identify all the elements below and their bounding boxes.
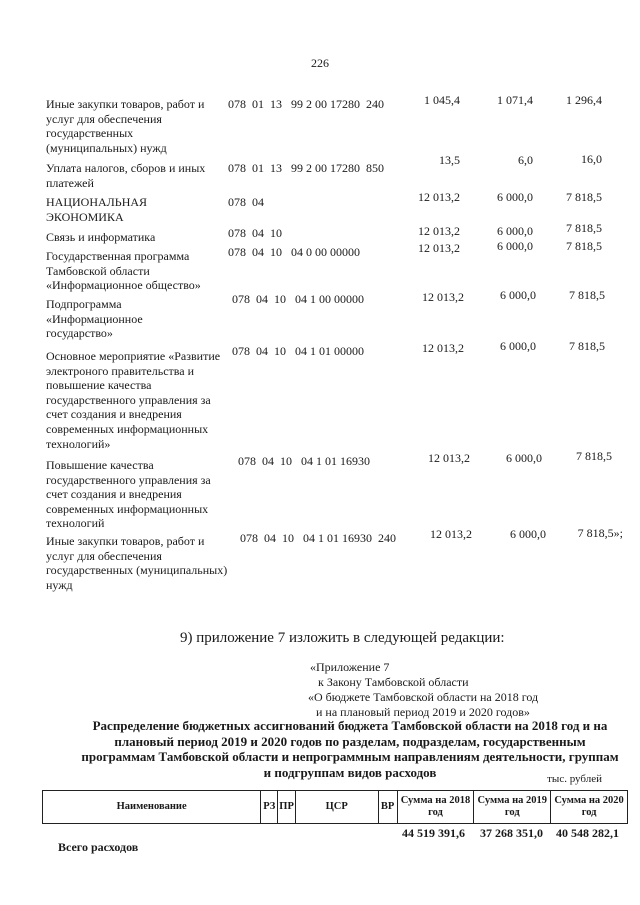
row-value-2018: 12 013,2	[430, 527, 472, 541]
row-name: Уплата налогов, сборов и иных платежей	[46, 161, 206, 190]
row-value-2018: 12 013,2	[418, 241, 460, 255]
row-value-2018: 12 013,2	[428, 451, 470, 465]
section-heading: 9) приложение 7 изложить в следующей редакции:	[180, 630, 505, 646]
row-value-2020: 7 818,5	[566, 239, 602, 253]
row-code: 078 01 13 99 2 00 17280 240	[228, 97, 384, 111]
row-value-2018: 13,5	[439, 153, 460, 167]
header-rz: РЗ	[261, 791, 278, 824]
row-code: 078 04 10 04 0 00 00000	[228, 245, 360, 259]
annex-line-4: и на плановый период 2019 и 2020 годов»	[316, 705, 530, 719]
annex-line-1: «Приложение 7	[310, 660, 390, 674]
row-code: 078 04 10 04 1 01 16930 240	[240, 531, 396, 545]
annex-line-3: «О бюджете Тамбовской области на 2018 год	[308, 690, 539, 704]
row-value-2019: 6 000,0	[500, 339, 536, 353]
table-header	[42, 790, 628, 824]
row-name: Государственная программа Тамбовской области «Информационное общество»	[46, 249, 201, 293]
row-value-2019: 6 000,0	[500, 288, 536, 302]
row-name: НАЦИОНАЛЬНАЯ ЭКОНОМИКА	[46, 195, 148, 224]
row-value-2020: 7 818,5	[566, 221, 602, 235]
annex-line-2: к Закону Тамбовской области	[318, 675, 469, 689]
row-value-2020: 7 818,5	[569, 339, 605, 353]
row-value-2018: 12 013,2	[422, 341, 464, 355]
units-label: тыс. рублей	[547, 773, 602, 785]
row-name: Подпрограмма «Информационное государство»	[46, 297, 143, 341]
row-name: Основное мероприятие «Развитие электроного правительства и повышение качества государственного управления за счет создания и внедрения современных информационных технологий»	[46, 349, 221, 451]
row-value-2020: 7 818,5	[566, 190, 602, 204]
header-sum-2020: Сумма на 2020 год	[551, 791, 628, 824]
row-value-2019: 6 000,0	[497, 239, 533, 253]
row-name: Повышение качества государственного управления за счет создания и внедрения современных информационных технологий	[46, 458, 211, 531]
row-value-2019: 6 000,0	[506, 451, 542, 465]
row-code: 078 04 10	[228, 226, 282, 240]
header-name: Наименование	[43, 791, 261, 824]
total-value-2018: 44 519 391,6	[402, 826, 465, 840]
document-title: Распределение бюджетных ассигнований бюджета Тамбовской области на 2018 год и на плановый период 2019 и 2020 годов по разделам, подразделам, государственным программам Тамбовской области и непрограммным направлениям деятельности, группам и подгруппам видов расходов	[81, 718, 619, 780]
header-sum-2019: Сумма на 2019 год	[474, 791, 551, 824]
row-name: Иные закупки товаров, работ и услуг для обеспечения государственных (муниципальных) нужд	[46, 97, 205, 155]
total-value-2019: 37 268 351,0	[480, 826, 543, 840]
row-code: 078 04 10 04 1 01 16930	[238, 454, 370, 468]
row-code: 078 01 13 99 2 00 17280 850	[228, 161, 384, 175]
row-value-2019: 6 000,0	[510, 527, 546, 541]
row-value-2019: 6,0	[518, 153, 533, 167]
page-number: 226	[311, 56, 329, 70]
row-value-2018: 12 013,2	[418, 190, 460, 204]
row-code: 078 04	[228, 195, 264, 209]
total-value-2020: 40 548 282,1	[556, 826, 619, 840]
header-sum-2018: Сумма на 2018 год	[397, 791, 474, 824]
header-csr: ЦСР	[295, 791, 378, 824]
row-code: 078 04 10 04 1 01 00000	[232, 344, 364, 358]
row-value-2019: 1 071,4	[497, 93, 533, 107]
row-name: Связь и информатика	[46, 230, 156, 244]
row-value-2018: 12 013,2	[422, 290, 464, 304]
row-value-2020: 7 818,5»;	[577, 526, 623, 540]
row-value-2018: 12 013,2	[418, 224, 460, 238]
row-code: 078 04 10 04 1 00 00000	[232, 292, 364, 306]
row-value-2019: 6 000,0	[497, 224, 533, 238]
row-value-2020: 16,0	[581, 152, 602, 166]
row-value-2020: 7 818,5	[569, 288, 605, 302]
header-pr: ПР	[278, 791, 296, 824]
total-label: Всего расходов	[58, 840, 139, 854]
row-value-2020: 7 818,5	[576, 449, 612, 463]
row-name: Иные закупки товаров, работ и услуг для обеспечения государственных (муниципальных) нужд	[46, 534, 228, 592]
header-vr: ВР	[378, 791, 397, 824]
row-value-2020: 1 296,4	[566, 93, 602, 107]
row-value-2018: 1 045,4	[424, 93, 460, 107]
row-value-2019: 6 000,0	[497, 190, 533, 204]
